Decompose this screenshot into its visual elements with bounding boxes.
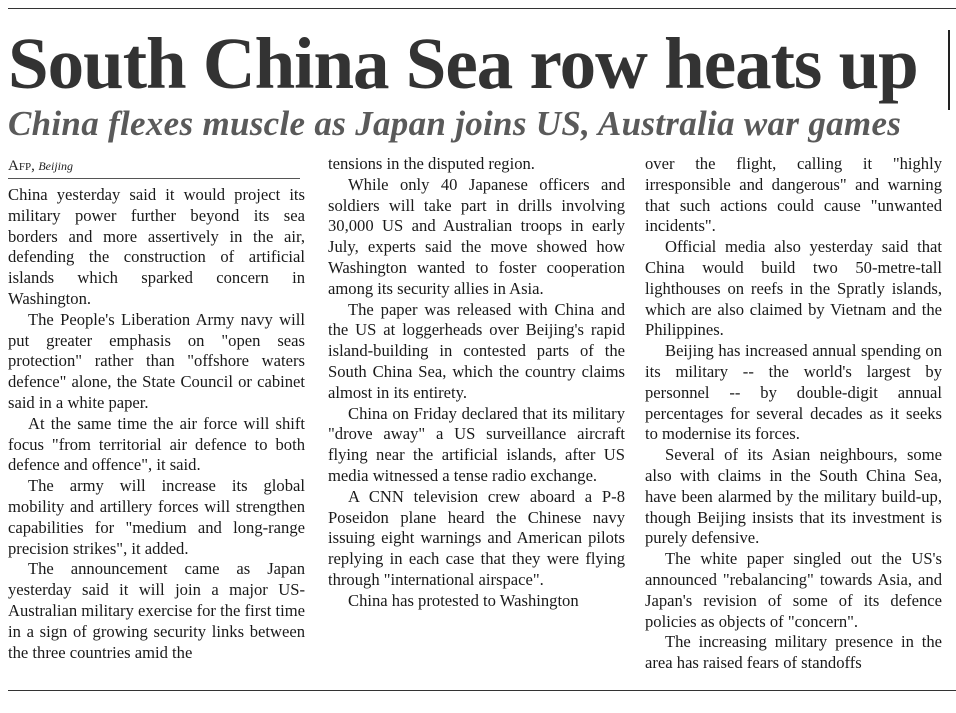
subheadline: China flexes muscle as Japan joins US, Australia war games — [8, 104, 902, 143]
headline: South China Sea row heats up — [8, 23, 918, 104]
paragraph: China yesterday said it would project its military power further beyond its sea borders and more assertively in the air, defending the construction of artificial islands which sparked concern in Washington. — [8, 185, 305, 308]
paragraph: tensions in the disputed region. — [328, 154, 535, 173]
article-column-3 — [645, 154, 942, 682]
byline-dateline: Beijing — [38, 159, 73, 173]
paragraph: The army will increase its global mobility and artillery forces will strengthen capabilities for "medium and long-range precision strikes", it added. — [8, 476, 305, 558]
paragraph: The announcement came as Japan yesterday said it will join a major US-Australian military exercise for the first time in a sign of growing security links between the three countries amid the — [8, 559, 305, 662]
bottom-rule — [8, 690, 956, 691]
paragraph: Several of its Asian neighbours, some also with claims in the South China Sea, have been alarmed by the military build-up, though Beijing insists that its investment is purely defensive. — [645, 445, 942, 548]
article-column-1 — [8, 154, 305, 682]
paragraph: The People's Liberation Army navy will put greater emphasis on "open seas protection" rather than "offshore waters defence" alone, the State Council or cabinet said in a white paper. — [8, 309, 305, 412]
top-rule — [8, 8, 956, 9]
paragraph: Official media also yesterday said that China would build two 50-metre-tall lighthouses on reefs in the Spratly islands, which are also claimed by Vietnam and the Philippines. — [645, 237, 942, 340]
byline-agency: Afp, — [8, 158, 35, 174]
right-edge-rule — [948, 30, 950, 110]
paragraph: At the same time the air force will shift focus "from territorial air defence to both defence and offence", it said. — [8, 413, 305, 475]
paragraph: China on Friday declared that its military "drove away" a US surveillance aircraft flying near the artificial islands, after US media witnessed a tense radio exchange. — [328, 403, 625, 485]
paragraph: China has protested to Washington — [348, 590, 579, 610]
paragraph: While only 40 Japanese officers and soldiers will take part in drills involving 30,000 US and Australian troops in early July, experts said the move showed how Washington wanted to foster cooperation among its security allies in Asia. — [328, 174, 625, 298]
byline — [8, 154, 300, 179]
paragraph: A CNN television crew aboard a P-8 Poseidon plane heard the Chinese navy issuing eight warnings and American pilots replying in each case that they were flying through "international airspace". — [328, 486, 625, 589]
paragraph: The paper was released with China and the US at loggerheads over Beijing's rapid island-building in contested parts of the South China Sea, which the country claims almost in its entirety. — [328, 299, 625, 402]
paragraph: Beijing has increased annual spending on its military -- the world's largest by personnel -- by double-digit annual percentages for several decades as it seeks to modernise its forces. — [645, 341, 942, 444]
paragraph: The increasing military presence in the area has raised fears of standoffs — [645, 632, 942, 673]
article-column-2 — [328, 154, 625, 682]
paragraph: over the flight, calling it "highly irresponsible and dangerous" and warning that such actions could cause "unwanted incidents". — [645, 154, 942, 236]
paragraph: The white paper singled out the US's announced "rebalancing" towards Asia, and Japan's revision of some of its defence policies as objects of "concern". — [645, 549, 942, 631]
